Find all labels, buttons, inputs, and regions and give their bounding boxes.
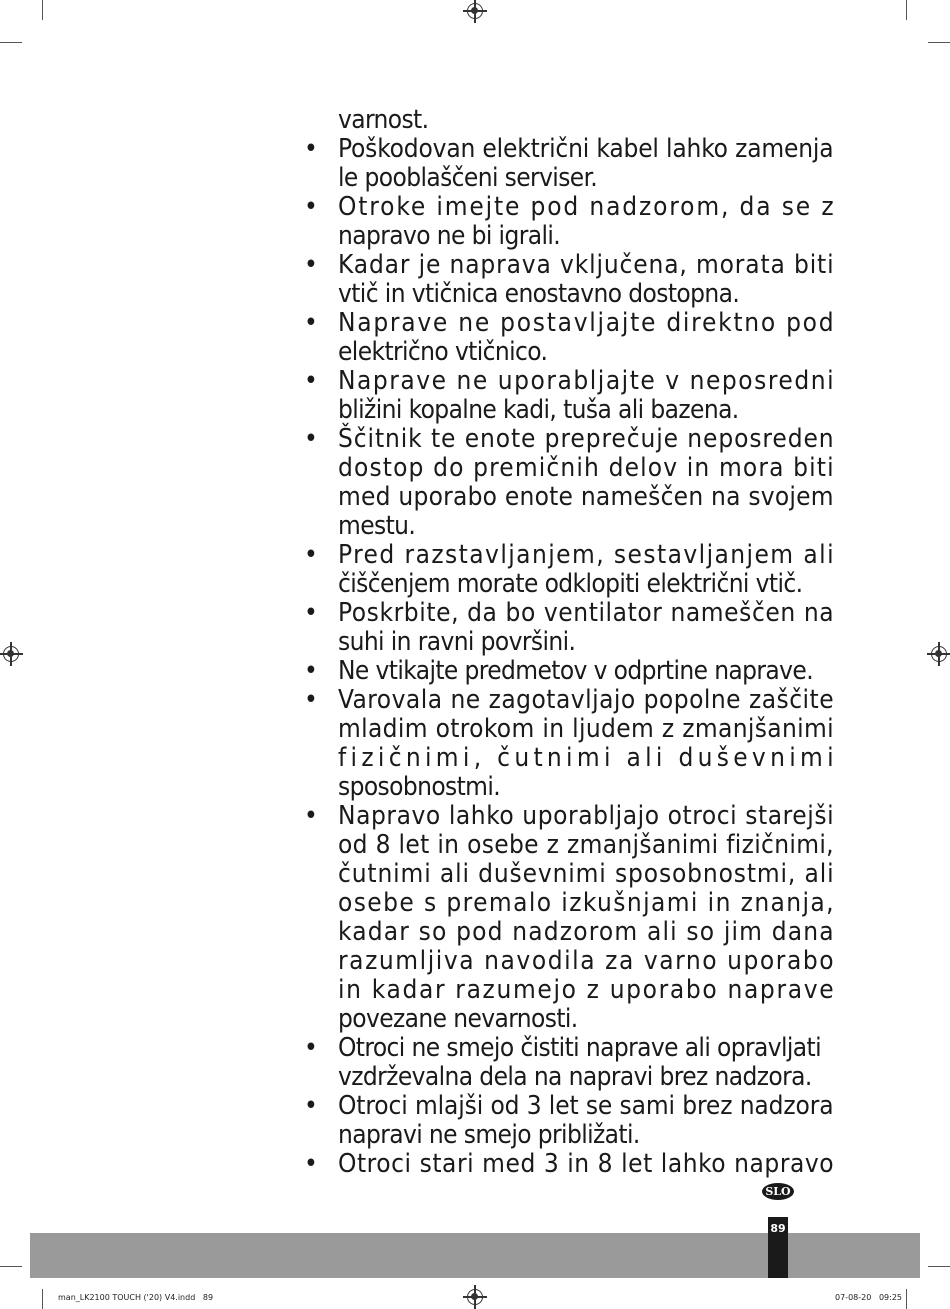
line-text: kadar so pod nadzorom ali so jim dana	[338, 917, 835, 947]
registration-mark-icon	[467, 1289, 483, 1305]
text-line	[300, 222, 840, 251]
text-line	[300, 483, 840, 512]
bullet-icon: •	[304, 1033, 318, 1063]
line-text: čiščenjem morate odklopiti električni vtič.	[338, 569, 803, 599]
line-text: Otroci ne smejo čistiti naprave ali opravljati	[338, 1033, 821, 1063]
text-line	[300, 454, 840, 483]
bullet-icon: •	[304, 134, 318, 164]
text-line	[300, 280, 840, 309]
text-line	[300, 860, 840, 889]
crop-mark	[906, 0, 907, 20]
text-line	[300, 715, 840, 744]
line-text: Ščitnik te enote preprečuje neposreden	[338, 424, 835, 454]
text-line	[300, 773, 840, 802]
line-text: Pred razstavljanjem, sestavljanjem ali	[338, 540, 836, 570]
crop-mark	[42, 1289, 43, 1309]
bullet-item-line	[300, 1034, 840, 1063]
registration-mark-icon	[3, 646, 19, 662]
language-badge: SLO	[762, 1183, 794, 1200]
bullet-item-line	[300, 599, 840, 628]
line-text: razumljiva navodila za varno uporabo	[338, 946, 836, 976]
bullet-item-line	[300, 657, 840, 686]
line-text: Napravo lahko uporabljajo otroci starejši	[338, 801, 835, 831]
bullet-item-line	[300, 1092, 840, 1121]
page-number: 89	[770, 1222, 786, 1235]
text-line	[300, 628, 840, 657]
text-line	[300, 164, 840, 193]
line-text: fizičnimi, čutnimi ali duševnimi	[338, 743, 838, 773]
line-text: Otroci stari med 3 in 8 let lahko napravo	[338, 1149, 835, 1179]
safety-instructions-text	[300, 106, 840, 1179]
bullet-item-line	[300, 193, 840, 222]
bullet-icon: •	[304, 1149, 318, 1179]
bullet-icon: •	[304, 1091, 318, 1121]
bullet-icon: •	[304, 656, 318, 686]
line-text: dostop do premičnih delov in mora biti	[338, 453, 835, 483]
line-text: Ne vtikajte predmetov v odprtine naprave.	[338, 656, 814, 686]
line-text: bližini kopalne kadi, tuša ali bazena.	[338, 395, 739, 425]
bullet-item-line	[300, 309, 840, 338]
registration-mark-icon	[931, 646, 947, 662]
line-text: suhi in ravni površini.	[338, 627, 576, 657]
text-line	[300, 831, 840, 860]
bullet-icon: •	[304, 540, 318, 570]
bullet-icon: •	[304, 192, 318, 222]
bullet-item-line	[300, 1150, 840, 1179]
line-text: vtič in vtičnica enostavno dostopna.	[338, 279, 740, 309]
bullet-item-line	[300, 541, 840, 570]
bullet-item-line	[300, 251, 840, 280]
line-text: Kadar je naprava vključena, morata biti	[338, 250, 835, 280]
line-text: električno vtičnico.	[338, 337, 548, 367]
text-line	[300, 976, 840, 1005]
bullet-item-line	[300, 425, 840, 454]
line-text: povezane nevarnosti.	[338, 1004, 578, 1034]
line-text: le pooblaščeni serviser.	[338, 163, 598, 193]
print-date-time: 07-08-20 09:25	[835, 1293, 902, 1302]
text-line	[300, 570, 840, 599]
line-text: in kadar razumejo z uporabo naprave	[338, 975, 836, 1005]
text-line	[300, 1063, 840, 1092]
line-text: Poškodovan električni kabel lahko zamenja	[338, 134, 834, 164]
line-text: med uporabo enote nameščen na svojem	[338, 482, 834, 512]
line-text: napravi ne smejo približati.	[338, 1120, 640, 1150]
bullet-item-line	[300, 802, 840, 831]
line-text: vzdrževalna dela na napravi brez nadzora.	[338, 1062, 812, 1092]
bullet-icon: •	[304, 685, 318, 715]
crop-mark	[928, 42, 950, 43]
bullet-item-line	[300, 135, 840, 164]
text-line	[300, 1121, 840, 1150]
crop-mark	[0, 1266, 22, 1267]
line-text: čutnimi ali duševnimi sposobnostmi, ali	[338, 859, 835, 889]
text-line	[300, 947, 840, 976]
text-line	[300, 338, 840, 367]
line-text: osebe s premalo izkušnjami in znanja,	[338, 888, 835, 918]
line-text: varnost.	[338, 105, 429, 135]
bullet-icon: •	[304, 366, 318, 396]
bullet-icon: •	[304, 801, 318, 831]
crop-mark	[42, 0, 43, 20]
line-text: mestu.	[338, 511, 416, 541]
bullet-icon: •	[304, 424, 318, 454]
crop-mark	[928, 1266, 950, 1267]
text-line	[300, 744, 840, 773]
bullet-icon: •	[304, 250, 318, 280]
text-line	[300, 106, 840, 135]
line-text: Naprave ne uporabljajte v neposredni	[338, 366, 836, 396]
text-line	[300, 512, 840, 541]
line-text: napravo ne bi igrali.	[338, 221, 561, 251]
text-line	[300, 918, 840, 947]
text-line	[300, 889, 840, 918]
bullet-icon: •	[304, 308, 318, 338]
crop-mark	[0, 42, 22, 43]
crop-mark	[906, 1289, 907, 1309]
line-text: Otroci mlajši od 3 let se sami brez nadzora	[338, 1091, 834, 1121]
line-text: mladim otrokom in ljudem z zmanjšanimi	[338, 714, 834, 744]
line-text: Varovala ne zagotavljajo popolne zaščite	[338, 685, 835, 715]
line-text: sposobnostmi.	[338, 772, 501, 802]
text-line	[300, 1005, 840, 1034]
bullet-icon: •	[304, 598, 318, 628]
line-text: od 8 let in osebe z zmanjšanimi fizičnimi,	[338, 830, 834, 860]
print-file-info: man_LK2100 TOUCH ('20) V4.indd 89	[58, 1293, 214, 1302]
bullet-item-line	[300, 686, 840, 715]
line-text: Poskrbite, da bo ventilator nameščen na	[338, 598, 835, 628]
text-line	[300, 396, 840, 425]
line-text: Otroke imejte pod nadzorom, da se z	[338, 192, 836, 222]
bullet-item-line	[300, 367, 840, 396]
line-text: Naprave ne postavljajte direktno pod	[338, 308, 836, 338]
registration-mark-icon	[467, 3, 483, 19]
